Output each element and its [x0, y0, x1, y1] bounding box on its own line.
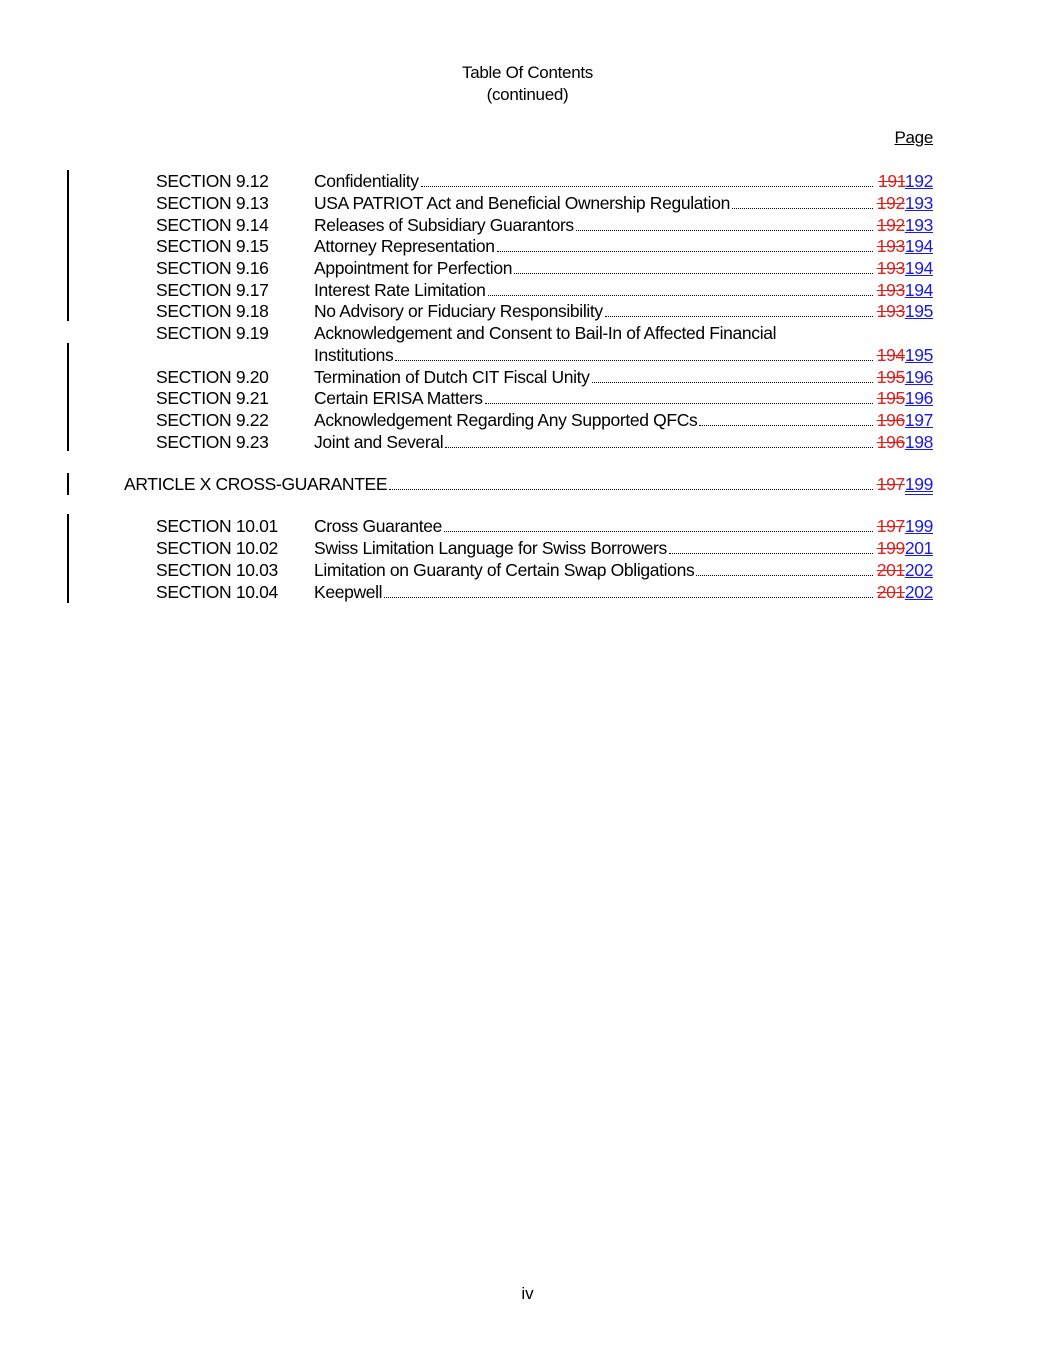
- dot-leader: [421, 185, 873, 187]
- deleted-page-number: 195: [876, 367, 905, 387]
- deleted-page-number: 194: [876, 345, 905, 365]
- page-reference: [877, 192, 933, 214]
- section-title: Confidentiality: [314, 171, 419, 191]
- dot-leader: [485, 402, 873, 404]
- deleted-page-number: 195: [876, 388, 905, 408]
- inserted-page-number[interactable]: 195: [904, 345, 933, 365]
- page-reference: [877, 515, 933, 537]
- toc-subtitle: (continued): [486, 85, 569, 104]
- section-title: Acknowledgement Regarding Any Supported QFCs: [314, 410, 698, 430]
- inserted-page-number[interactable]: 195: [904, 301, 933, 321]
- toc-entry[interactable]: [0, 235, 1055, 257]
- page-reference: [877, 387, 933, 409]
- inserted-page-number[interactable]: 196: [904, 367, 933, 387]
- toc-entry[interactable]: [0, 581, 1055, 603]
- inserted-page-number[interactable]: 197: [904, 410, 933, 430]
- section-number: SECTION 10.04: [156, 582, 278, 602]
- page-reference: [877, 344, 933, 366]
- deleted-page-number: 196: [876, 410, 905, 430]
- inserted-page-number[interactable]: 202: [904, 582, 933, 602]
- section-title: Swiss Limitation Language for Swiss Borrowers: [314, 538, 667, 558]
- page-reference: [877, 279, 933, 301]
- dot-leader: [514, 272, 873, 274]
- page-reference: [877, 257, 933, 279]
- section-number: SECTION 10.02: [156, 538, 278, 558]
- section-number: SECTION 9.20: [156, 367, 269, 387]
- section-number: SECTION 9.17: [156, 280, 269, 300]
- page-reference: [877, 431, 933, 453]
- page-number: iv: [521, 1284, 534, 1303]
- dot-leader: [669, 552, 873, 554]
- deleted-page-number: 192: [876, 193, 905, 213]
- article-title: ARTICLE X CROSS-GUARANTEE: [124, 474, 388, 494]
- inserted-page-number[interactable]: 192: [904, 171, 933, 191]
- section-number: SECTION 9.22: [156, 410, 269, 430]
- dot-leader: [389, 488, 873, 490]
- section-title: Limitation on Guaranty of Certain Swap Obligations: [314, 560, 695, 580]
- toc-entry[interactable]: [0, 279, 1055, 301]
- inserted-page-number[interactable]: 199: [904, 474, 933, 494]
- deleted-page-number: 197: [876, 474, 905, 494]
- page-reference: [877, 214, 933, 236]
- section-number: SECTION 9.12: [156, 171, 269, 191]
- inserted-page-number[interactable]: 193: [904, 215, 933, 235]
- section-number: SECTION 9.14: [156, 215, 269, 235]
- toc-title: Table Of Contents: [462, 63, 593, 82]
- page-reference: [878, 170, 933, 192]
- page-reference: [877, 473, 933, 495]
- deleted-page-number: 193: [876, 301, 905, 321]
- section-title: Attorney Representation: [314, 236, 495, 256]
- toc-entry[interactable]: [0, 515, 1055, 537]
- inserted-page-number[interactable]: 194: [904, 236, 933, 256]
- page-column-label: Page: [894, 128, 933, 147]
- deleted-page-number: 191: [877, 171, 905, 191]
- section-title: Keepwell: [314, 582, 383, 602]
- dot-leader: [497, 250, 873, 252]
- section-number: SECTION 9.13: [156, 193, 269, 213]
- section-title: Cross Guarantee: [314, 516, 443, 536]
- section-title: No Advisory or Fiduciary Responsibility: [314, 301, 603, 321]
- toc-entry[interactable]: [0, 431, 1055, 453]
- dot-leader: [395, 359, 873, 361]
- inserted-page-number[interactable]: 194: [904, 280, 933, 300]
- deleted-page-number: 193: [876, 258, 905, 278]
- section-number: SECTION 10.03: [156, 560, 278, 580]
- inserted-page-number[interactable]: 199: [904, 516, 933, 536]
- deleted-page-number: 193: [876, 280, 905, 300]
- dot-leader: [732, 207, 873, 209]
- toc-entry[interactable]: [0, 300, 1055, 322]
- dot-leader: [444, 530, 873, 532]
- deleted-page-number: 196: [876, 432, 905, 452]
- toc-entry[interactable]: [0, 559, 1055, 581]
- dot-leader: [445, 446, 873, 448]
- section-number: SECTION 10.01: [156, 516, 278, 536]
- dot-leader: [384, 596, 873, 598]
- deleted-page-number: 199: [876, 538, 905, 558]
- dot-leader: [488, 294, 873, 296]
- section-number: SECTION 9.19: [156, 323, 269, 343]
- section-title: Termination of Dutch CIT Fiscal Unity: [314, 367, 590, 387]
- inserted-page-number[interactable]: 194: [904, 258, 933, 278]
- section-title: Acknowledgement and Consent to Bail-In of Affected Financial: [314, 323, 777, 343]
- inserted-page-number[interactable]: 198: [904, 432, 933, 452]
- toc-entry[interactable]: [0, 192, 1055, 214]
- page-reference: [877, 409, 933, 431]
- toc-entry[interactable]: [0, 409, 1055, 431]
- page-reference: [877, 559, 933, 581]
- toc-entry[interactable]: [0, 387, 1055, 409]
- dot-leader: [696, 574, 873, 576]
- dot-leader: [592, 381, 873, 383]
- toc-entry-line2[interactable]: [0, 344, 1055, 366]
- toc-article-entry[interactable]: [0, 473, 1055, 495]
- deleted-page-number: 197: [876, 516, 905, 536]
- section-title: Appointment for Perfection: [314, 258, 513, 278]
- deleted-page-number: 193: [876, 236, 905, 256]
- section-title: Certain ERISA Matters: [314, 388, 483, 408]
- dot-leader: [605, 315, 873, 317]
- deleted-page-number: 201: [876, 582, 905, 602]
- section-number: SECTION 9.23: [156, 432, 269, 452]
- section-number: SECTION 9.18: [156, 301, 269, 321]
- dot-leader: [576, 229, 873, 231]
- inserted-page-number[interactable]: 201: [904, 538, 933, 558]
- toc-entry[interactable]: [0, 214, 1055, 236]
- page-reference: [877, 537, 933, 559]
- section-title: Interest Rate Limitation: [314, 280, 486, 300]
- deleted-page-number: 201: [876, 560, 905, 580]
- section-title: Joint and Several: [314, 432, 444, 452]
- page-reference: [877, 366, 933, 388]
- deleted-page-number: 192: [876, 215, 905, 235]
- toc-entry[interactable]: [0, 537, 1055, 559]
- section-title: USA PATRIOT Act and Beneficial Ownership Regulation: [314, 193, 730, 213]
- dot-leader: [699, 424, 873, 426]
- section-number: SECTION 9.15: [156, 236, 269, 256]
- page-reference: [877, 235, 933, 257]
- toc-entry[interactable]: [0, 257, 1055, 279]
- inserted-page-number[interactable]: 193: [904, 193, 933, 213]
- toc-entry[interactable]: [0, 170, 1055, 192]
- toc-entry[interactable]: [0, 366, 1055, 388]
- section-number: SECTION 9.16: [156, 258, 269, 278]
- page-reference: [877, 300, 933, 322]
- section-number: SECTION 9.21: [156, 388, 269, 408]
- inserted-page-number[interactable]: 196: [904, 388, 933, 408]
- section-title: Releases of Subsidiary Guarantors: [314, 215, 574, 235]
- inserted-page-number[interactable]: 202: [904, 560, 933, 580]
- section-title-continued: Institutions: [314, 345, 394, 365]
- toc-entry-line1[interactable]: [0, 322, 1055, 344]
- page-reference: [877, 581, 933, 603]
